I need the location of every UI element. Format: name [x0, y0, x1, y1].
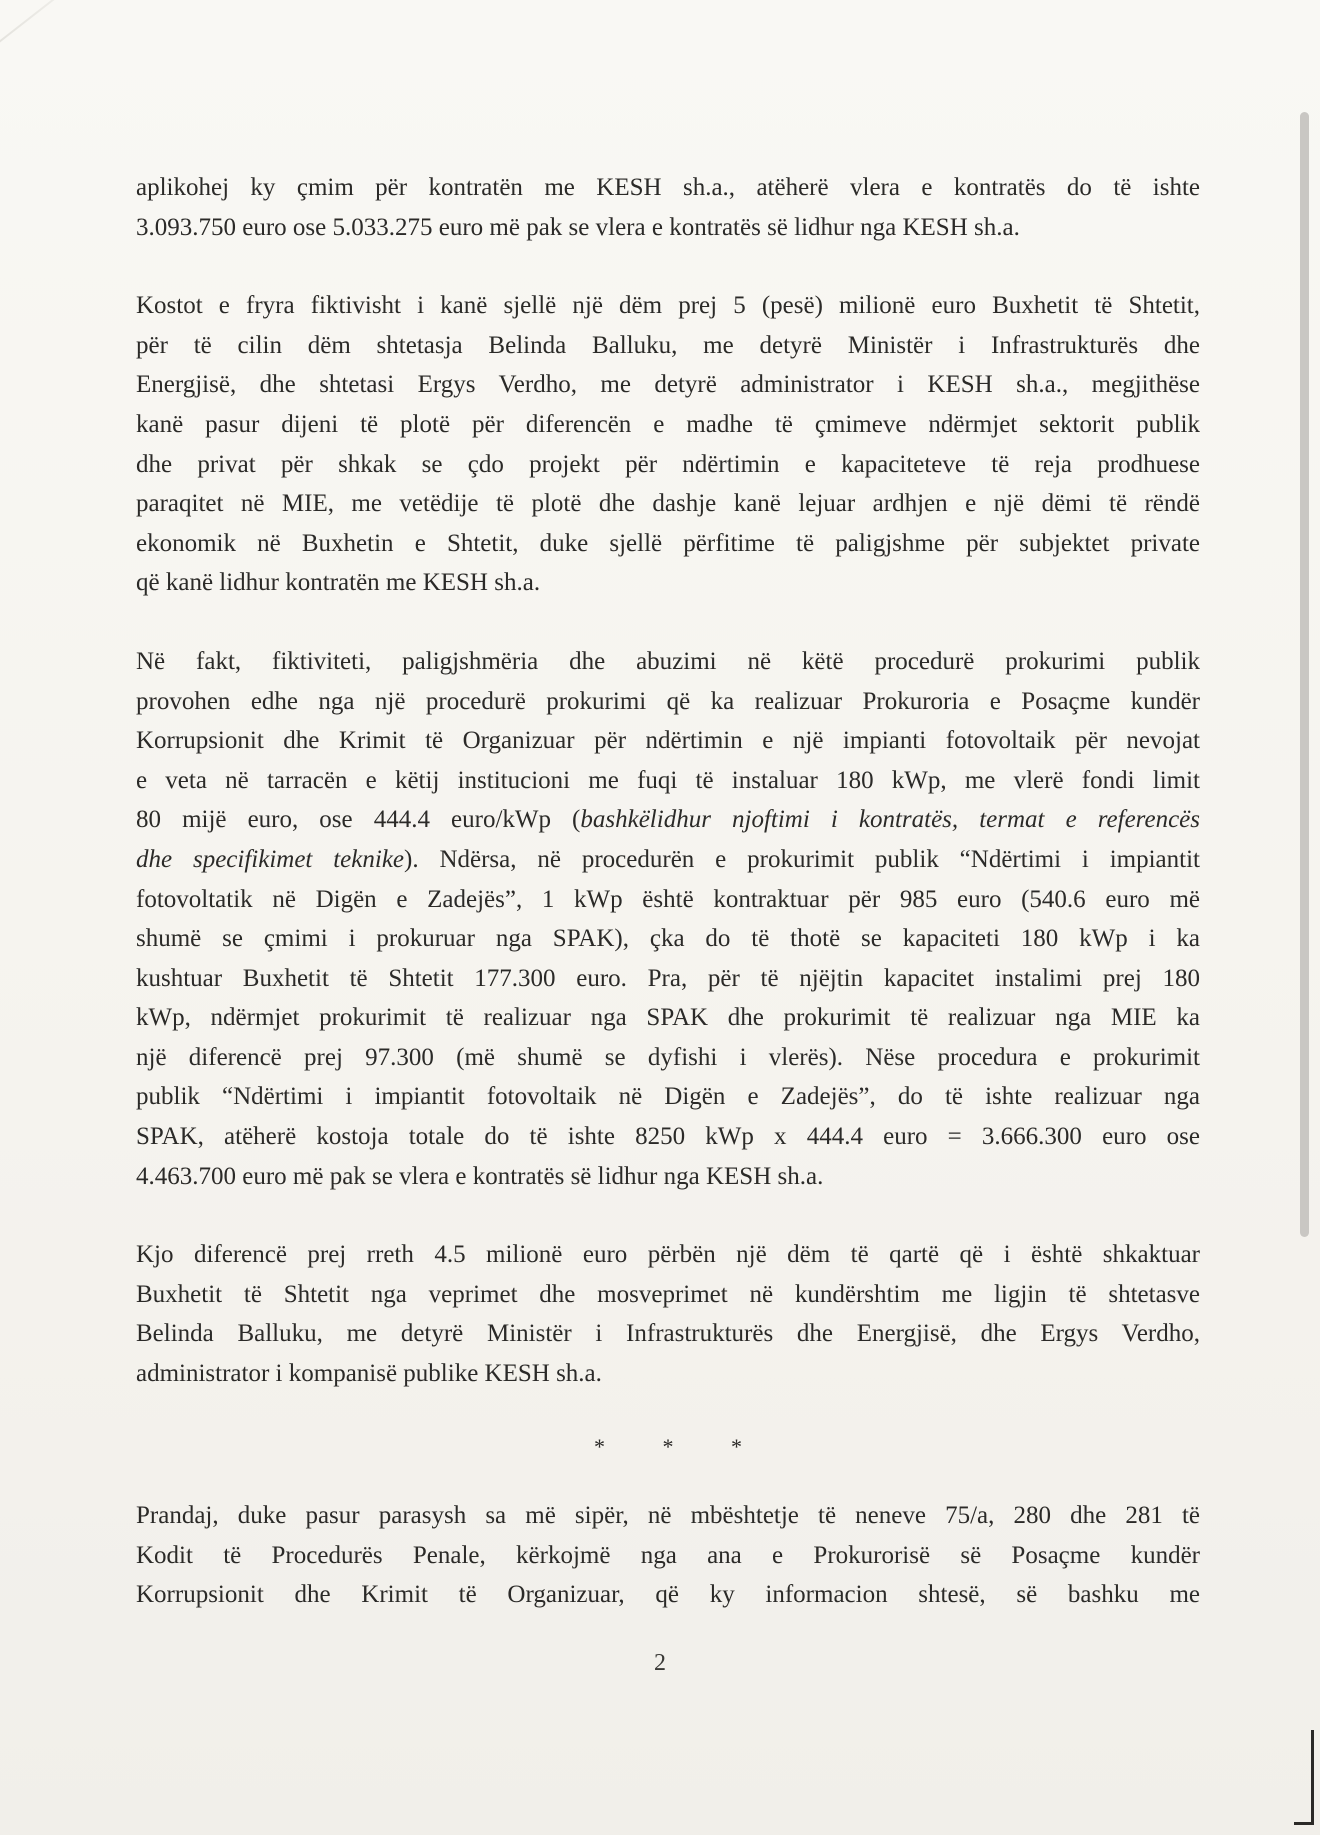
section-separator: * * *	[594, 1433, 768, 1459]
text-line: e veta në tarracën e këtij institucioni me fuqi të instaluar 180 kWp, me vlerë fondi limit	[136, 766, 1200, 794]
text-line: dhe privat për shkak se çdo projekt për ndërtimin e kapaciteteve të reja prodhuese	[136, 450, 1200, 478]
text-segment: 80 mijë euro, ose 444.4 euro/kWp (	[136, 806, 581, 834]
page-edge-mark	[1311, 1730, 1314, 1825]
attachment-reference: dhe specifikimet teknike	[136, 845, 405, 873]
page-number: 2	[654, 1650, 666, 1676]
text-line: fotovoltatik në Digën e Zadejës”, 1 kWp është kontraktuar për 985 euro (540.6 euro më	[136, 885, 1200, 913]
text-line: që kanë lidhur kontratën me KESH sh.a.	[136, 569, 541, 597]
page-edge-mark-foot	[1294, 1822, 1314, 1825]
text-line: një diferencë prej 97.300 (më shumë se dyfishi i vlerës). Nëse procedura e prokurimit	[136, 1043, 1200, 1071]
text-line: paraqitet në MIE, me vetëdije të plotë dhe dashje kanë lejuar ardhjen e një dëmi të rëndë	[136, 490, 1200, 518]
text-line: kushtuar Buxhetit të Shtetit 177.300 euro. Pra, për të njëjtin kapacitet instalimi prej 180	[136, 964, 1200, 992]
text-segment: ). Ndërsa, në procedurën e prokurimit publik “Ndërtimi i impiantit	[404, 845, 1200, 873]
text-line: Buxhetit të Shtetit nga veprimet dhe mosveprimet në kundërshtim me ligjin të shtetasve	[136, 1280, 1200, 1308]
text-line: SPAK, atëherë kostoja totale do të ishte 8250 kWp x 444.4 euro = 3.666.300 euro ose	[136, 1123, 1200, 1151]
text-line: publik “Ndërtimi i impiantit fotovoltaik në Digën e Zadejës”, do të ishte realizuar nga	[136, 1083, 1200, 1111]
paragraph-1	[136, 168, 1200, 247]
attachment-reference: bashkëlidhur njoftimi i kontratës, termat e referencës	[580, 806, 1200, 834]
document-body	[136, 168, 1200, 1654]
text-line: ekonomik në Buxhetin e Shtetit, duke sjellë përfitime të paligjshme për subjektet private	[136, 529, 1200, 557]
text-line: aplikohej ky çmim për kontratën me KESH sh.a., atëherë vlera e kontratës do të ishte	[136, 174, 1200, 201]
text-line: administrator i kompanisë publike KESH sh.a.	[136, 1360, 602, 1388]
paragraph-3	[136, 642, 1200, 1196]
text-line: Kjo diferencë prej rreth 4.5 milionë euro përbën një dëm të qartë që i është shkaktuar	[136, 1241, 1200, 1269]
paragraph-2	[136, 286, 1200, 603]
text-line: Kostot e fryra fiktivisht i kanë sjellë një dëm prej 5 (pesë) milionë euro Buxhetit të Shtetit,	[136, 292, 1200, 320]
text-line-with-reference	[136, 840, 1200, 880]
paragraph-5	[136, 1496, 1200, 1615]
vertical-scrollbar[interactable]	[1300, 112, 1309, 1237]
text-line: Korrupsionit dhe Krimit të Organizuar për ndërtimin e një impianti fotovoltaik për nevojat	[136, 727, 1200, 755]
text-line: Belinda Balluku, me detyrë Ministër i Infrastrukturës dhe Energjisë, dhe Ergys Verdho,	[136, 1320, 1200, 1348]
text-line: provohen edhe nga një procedurë prokurimi që ka realizuar Prokuroria e Posaçme kundër	[136, 687, 1200, 715]
text-line-with-reference	[136, 800, 1200, 840]
text-line: Korrupsionit dhe Krimit të Organizuar, që ky informacion shtesë, së bashku me	[136, 1581, 1200, 1609]
text-line: kanë pasur dijeni të plotë për diferencën e madhe të çmimeve ndërmjet sektorit publik	[136, 410, 1200, 438]
paragraph-4	[136, 1235, 1200, 1393]
text-line: shumë se çmimi i prokuruar nga SPAK), çka do të thotë se kapaciteti 180 kWp i ka	[136, 925, 1200, 953]
text-line: 4.463.700 euro më pak se vlera e kontratës së lidhur nga KESH sh.a.	[136, 1162, 824, 1190]
text-line: Në fakt, fiktiviteti, paligjshmëria dhe abuzimi në këtë procedurë prokurimi publik	[136, 647, 1200, 675]
text-line: Prandaj, duke pasur parasysh sa më sipër, në mbështetje të neneve 75/a, 280 dhe 281 të	[136, 1502, 1200, 1530]
text-line: Energjisë, dhe shtetasi Ergys Verdho, me detyrë administrator i KESH sh.a., megjithëse	[136, 371, 1200, 399]
text-line: 3.093.750 euro ose 5.033.275 euro më pak se vlera e kontratës së lidhur nga KESH sh.a.	[136, 213, 1020, 241]
text-line: për të cilin dëm shtetasja Belinda Balluku, me detyrë Ministër i Infrastrukturës dhe	[136, 331, 1200, 359]
text-line: kWp, ndërmjet prokurimit të realizuar nga SPAK dhe prokurimit të realizuar nga MIE ka	[136, 1004, 1200, 1032]
text-line: Kodit të Procedurës Penale, kërkojmë nga ana e Prokurorisë së Posaçme kundër	[136, 1541, 1200, 1569]
page-fold-crease	[0, 0, 129, 102]
